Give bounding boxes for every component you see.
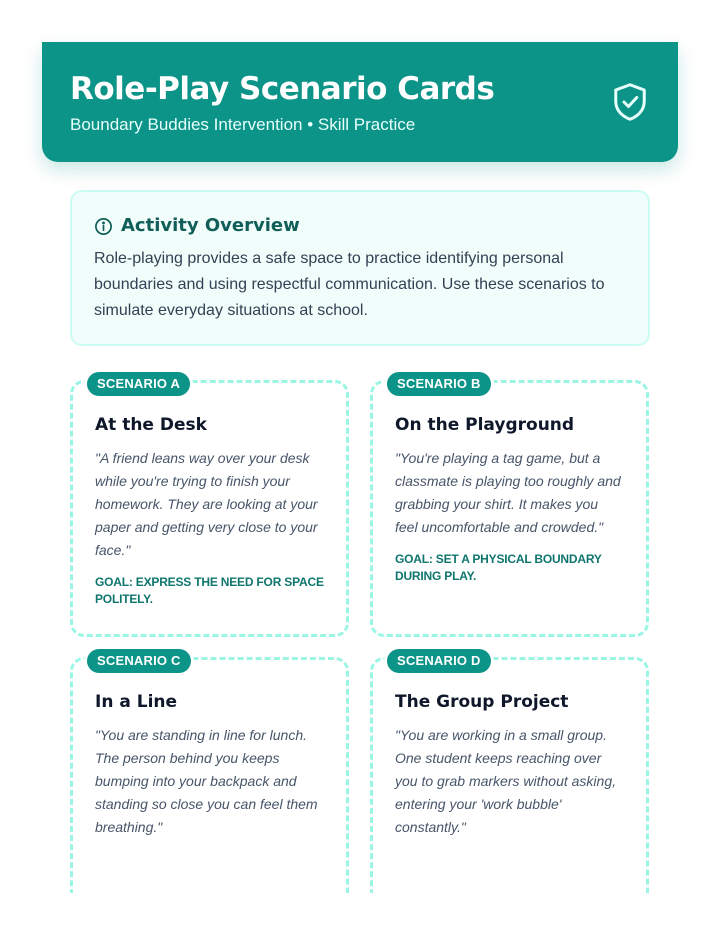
scenario-quote: "You are working in a small group. One student keeps reaching over you to grab markers without asking, entering your 'work bubble' constantly."	[395, 727, 616, 835]
scenario-badge: SCENARIO B	[387, 372, 491, 396]
scenario-card-d	[370, 653, 649, 893]
scenario-goal: GOAL: SET A PHYSICAL BOUNDARY DURING PLAY.	[395, 552, 602, 583]
shield-check-icon	[612, 82, 648, 122]
scenario-card-c	[70, 653, 349, 893]
scenario-card-a	[70, 376, 349, 637]
scenario-title: In a Line	[95, 692, 178, 712]
scenario-card-b	[370, 376, 649, 637]
scenario-quote: "You're playing a tag game, but a classmate is playing too roughly and grabbing your shirt. It makes you feel uncomfortable and crowded."	[395, 450, 621, 535]
scenario-badge: SCENARIO D	[387, 649, 491, 673]
overview-title: Activity Overview	[121, 215, 300, 236]
scenario-title: On the Playground	[395, 415, 575, 435]
page-header	[42, 42, 678, 162]
scenario-badge: SCENARIO A	[87, 372, 190, 396]
page-title: Role-Play Scenario Cards	[70, 71, 495, 107]
scenario-title: At the Desk	[95, 415, 207, 435]
scenario-goal: GOAL: EXPRESS THE NEED FOR SPACE POLITELY.	[95, 575, 324, 606]
scenario-quote: "You are standing in line for lunch. The person behind you keeps bumping into your backpack and standing so close you can feel them breathing."	[95, 727, 318, 835]
overview-text: Role-playing provides a safe space to practice identifying personal boundaries and using respectful communication. Use these scenarios to simulate everyday situations at school.	[94, 250, 605, 319]
page-subtitle: Boundary Buddies Intervention • Skill Practice	[70, 115, 416, 134]
info-icon	[94, 217, 113, 236]
scenario-title: The Group Project	[395, 692, 569, 712]
scenario-quote: "A friend leans way over your desk while you're trying to finish your homework. They are looking at your paper and getting very close to your face."	[95, 450, 318, 558]
scenario-badge: SCENARIO C	[87, 649, 191, 673]
activity-overview	[70, 190, 650, 346]
